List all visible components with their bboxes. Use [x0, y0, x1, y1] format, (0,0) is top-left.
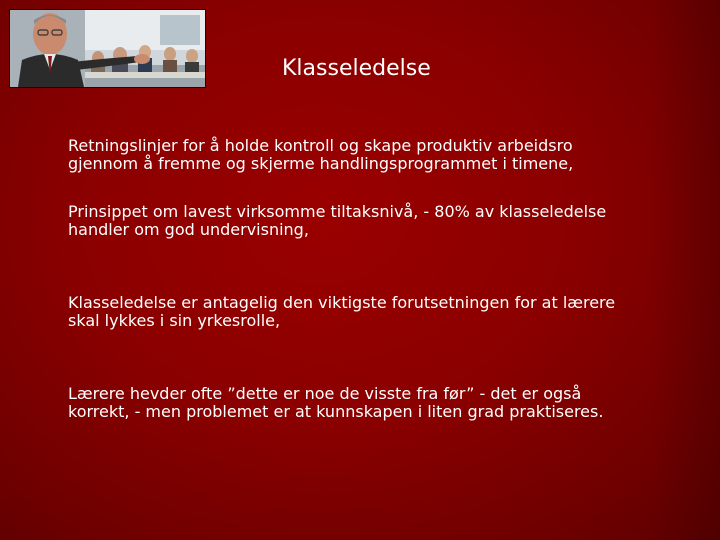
paragraph-importance	[68, 294, 688, 330]
paragraph-line: gjennom å fremme og skjerme handlingsprogrammet i timene,	[68, 154, 574, 173]
paragraph-line: handler om god undervisning,	[68, 220, 309, 239]
paragraph-guidelines	[68, 137, 688, 173]
paragraph-line: korrekt, - men problemet er at kunnskapen i liten grad praktiseres.	[68, 402, 604, 421]
paragraph-line: Retningslinjer for å holde kontroll og skape produktiv arbeidsro	[68, 136, 573, 155]
classroom-photo	[9, 9, 206, 88]
slide-title: Klasseledelse	[282, 56, 431, 81]
paragraph-line: Klasseledelse er antagelig den viktigste forutsetningen for at lærere	[68, 293, 616, 312]
paragraph-line: skal lykkes i sin yrkesrolle,	[68, 311, 281, 330]
paragraph-line: Prinsippet om lavest virksomme tiltaksnivå, - 80% av klasseledelse	[68, 202, 607, 221]
paragraph-practice	[68, 385, 688, 421]
paragraph-principle	[68, 203, 688, 239]
slide-edge-shade	[650, 0, 720, 540]
paragraph-line: Lærere hevder ofte ”dette er noe de visste fra før” - det er også	[68, 384, 582, 403]
